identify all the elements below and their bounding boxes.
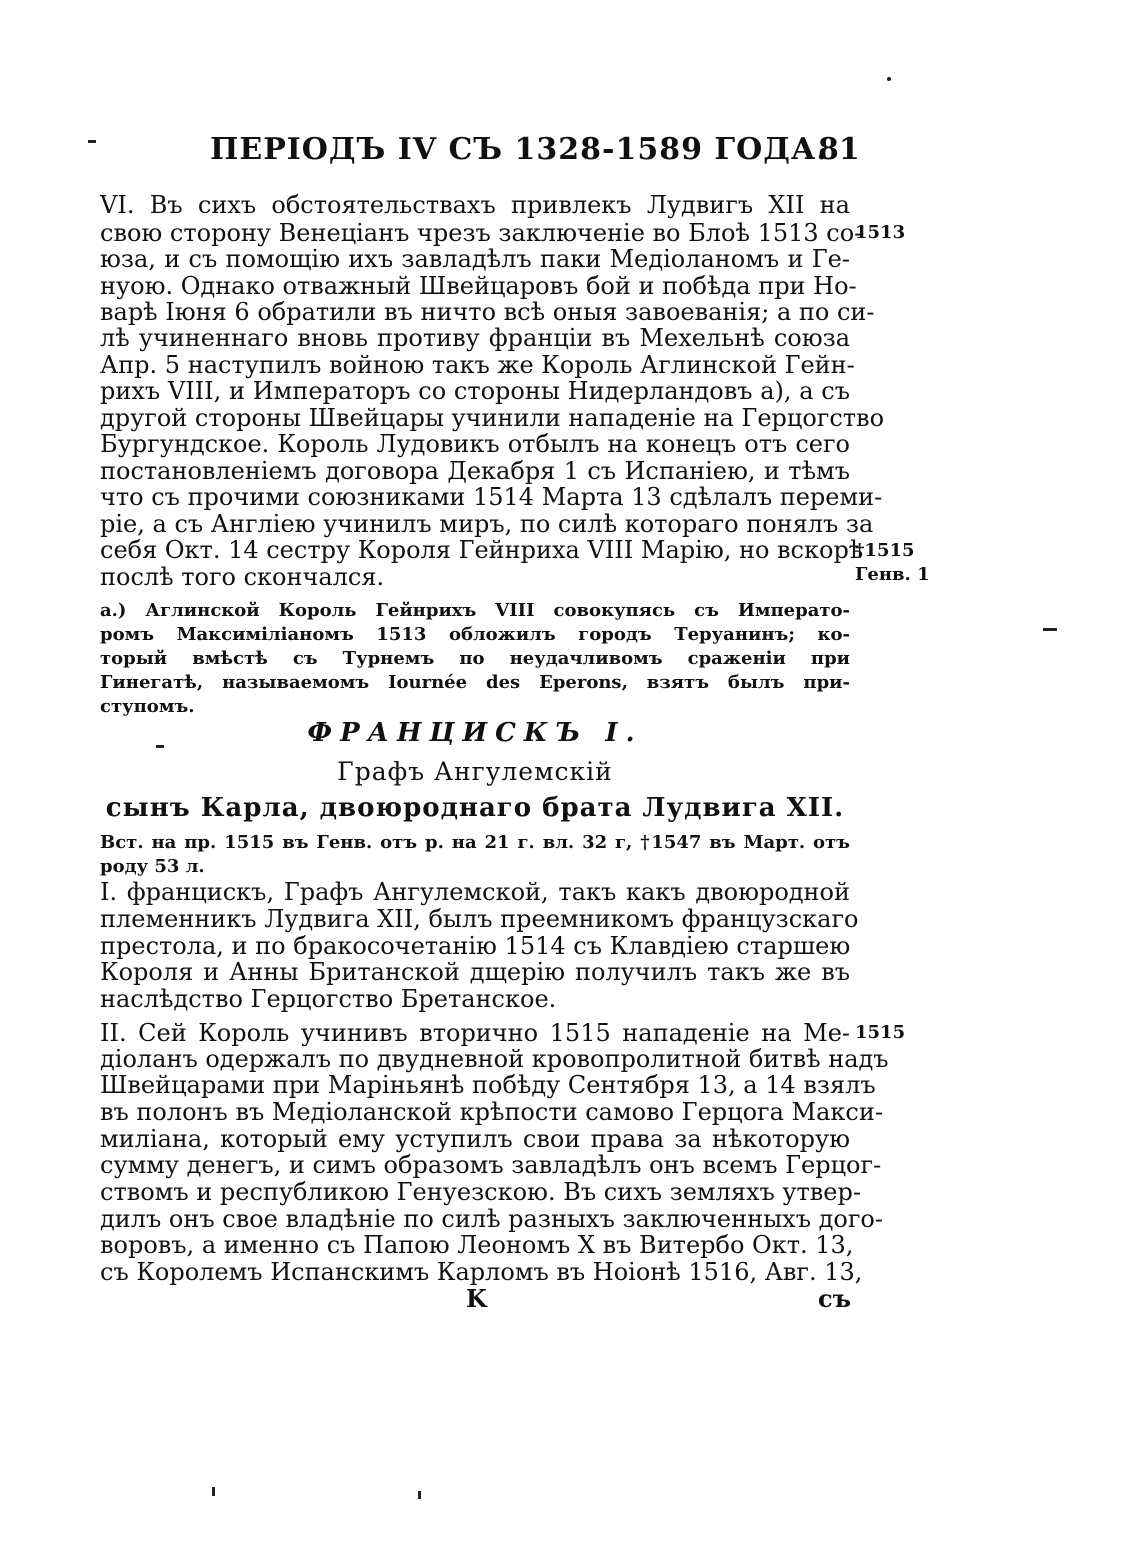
text-line: ствомъ и республикою Генуезскою. Въ сихъ земляхъ утвер- bbox=[100, 1178, 861, 1206]
text-line: VI. Въ сихъ обстоятельствахъ привлекъ Лудвигъ XII на bbox=[100, 191, 850, 219]
text-line: Швейцарами при Маріньянѣ побѣду Сентября 13, а 14 взялъ bbox=[100, 1071, 876, 1099]
text-line: ріе, а съ Англіею учинилъ миръ, по силѣ котораго понялъ за bbox=[100, 510, 874, 538]
text-line: дилъ онъ свое владѣніе по силѣ разныхъ заключенныхъ дого- bbox=[100, 1205, 883, 1233]
text-line: что съ прочими союзниками 1514 Марта 13 сдѣлалъ переми- bbox=[100, 483, 883, 511]
scan-speck bbox=[88, 140, 96, 143]
reign-note-line: роду 53 л. bbox=[100, 856, 205, 877]
scan-speck bbox=[418, 1491, 421, 1499]
text-line: наслѣдство Герцогство Бретанское. bbox=[100, 985, 557, 1013]
footnote-line: а.) Аглинской Король Гейнрихъ VIII совокупясь съ Императо- bbox=[100, 600, 850, 621]
footnote-line: Гинегатѣ, называемомъ Iournée des Eperons, взятъ былъ при- bbox=[100, 672, 850, 693]
text-line: I. францискъ, Графъ Ангулемской, такъ какъ двоюродной bbox=[100, 878, 850, 906]
footnote-line: ступомъ. bbox=[100, 696, 195, 717]
footnote-line: торый вмѣстѣ съ Турнемъ по неудачливомъ сраженіи при bbox=[100, 648, 850, 669]
text-line: воровъ, а именно съ Папою Леономъ X въ Витербо Окт. 13, bbox=[100, 1231, 854, 1259]
text-line: свою сторону Венеціанъ чрезъ заключеніе во Блоѣ 1513 со- bbox=[100, 219, 863, 247]
text-line: въ полонъ въ Медіоланской крѣпости самово Герцога Макси- bbox=[100, 1098, 883, 1126]
text-line: юза, и съ помощію ихъ завладѣлъ паки Медіоланомъ и Ге- bbox=[100, 245, 850, 273]
reign-note-line: Вст. на пр. 1515 въ Генв. отъ р. на 21 г. вл. 32 г, †1547 въ Март. отъ bbox=[100, 832, 850, 853]
text-line: послѣ того скончался. bbox=[100, 563, 385, 591]
margin-note: †1515 bbox=[855, 540, 915, 561]
text-line: Короля и Анны Британской дщерію получилъ такъ же въ bbox=[100, 958, 850, 986]
text-line: лѣ учиненнаго вновь противу франціи въ Мехельнѣ союза bbox=[100, 324, 850, 352]
footnote-line: ромъ Максиміліаномъ 1513 обложилъ городъ Теруанинъ; ко- bbox=[100, 624, 850, 645]
margin-note: Генв. 1 bbox=[855, 564, 930, 585]
scan-speck bbox=[212, 1487, 215, 1496]
text-line: II. Сей Король учинивъ вторично 1515 нападеніе на Ме- bbox=[100, 1019, 850, 1047]
margin-note: 1515 bbox=[855, 1022, 906, 1043]
page-number: 81 bbox=[818, 132, 860, 167]
scan-speck bbox=[1043, 628, 1057, 631]
text-line: діоланъ одержалъ по двудневной кровопролитной битвѣ надъ bbox=[100, 1045, 889, 1073]
text-line: престола, и по бракосочетанію 1514 съ Клавдіею старшею bbox=[100, 932, 851, 960]
text-line: Бургундское. Король Лудовикъ отбылъ на конецъ отъ сего bbox=[100, 430, 850, 458]
catchword: съ bbox=[818, 1284, 852, 1313]
text-line: сумму денегъ, и симъ образомъ завладѣлъ онъ всемъ Герцог- bbox=[100, 1151, 882, 1179]
text-line: варѣ Іюня 6 обратили въ ничто всѣ оныя завоеванія; а по си- bbox=[100, 298, 875, 326]
section-subtitle: Графъ Ангулемскій bbox=[337, 757, 613, 786]
section-subtitle-2: сынъ Карла, двоюроднаго брата Лудвига XII. bbox=[105, 793, 845, 823]
text-line: другой стороны Швейцары учинили нападеніе на Герцогство bbox=[100, 404, 885, 432]
scan-speck bbox=[156, 745, 164, 748]
text-line: миліана, который ему уступилъ свои права за нѣкоторую bbox=[100, 1125, 850, 1153]
text-line: рихъ VIII, и Императоръ со стороны Нидерландовъ а), а съ bbox=[100, 377, 850, 405]
text-line: постановленіемъ договора Декабря 1 съ Испаніею, и тѣмъ bbox=[100, 457, 850, 485]
text-line: себя Окт. 14 сестру Короля Гейнриха VIII Марію, но вскорѣ bbox=[100, 536, 864, 564]
section-title: ФРАНЦИСКЪ I. bbox=[307, 718, 643, 748]
text-line: съ Королемъ Испанскимъ Карломъ въ Ноіонѣ 1516, Авг. 13, bbox=[100, 1258, 863, 1286]
margin-note: 1513 bbox=[855, 222, 906, 243]
running-header: ПЕРІОДЪ IV СЪ 1328-1589 ГОДА. bbox=[210, 132, 828, 167]
signature-mark: K bbox=[466, 1284, 487, 1313]
text-line: Апр. 5 наступилъ войною такъ же Король Аглинской Гейн- bbox=[100, 351, 855, 379]
text-line: нуою. Однако отважный Швейцаровъ бой и побѣда при Но- bbox=[100, 272, 857, 300]
scan-speck bbox=[887, 77, 891, 81]
text-line: племенникъ Лудвига XII, былъ преемникомъ французскаго bbox=[100, 905, 859, 933]
